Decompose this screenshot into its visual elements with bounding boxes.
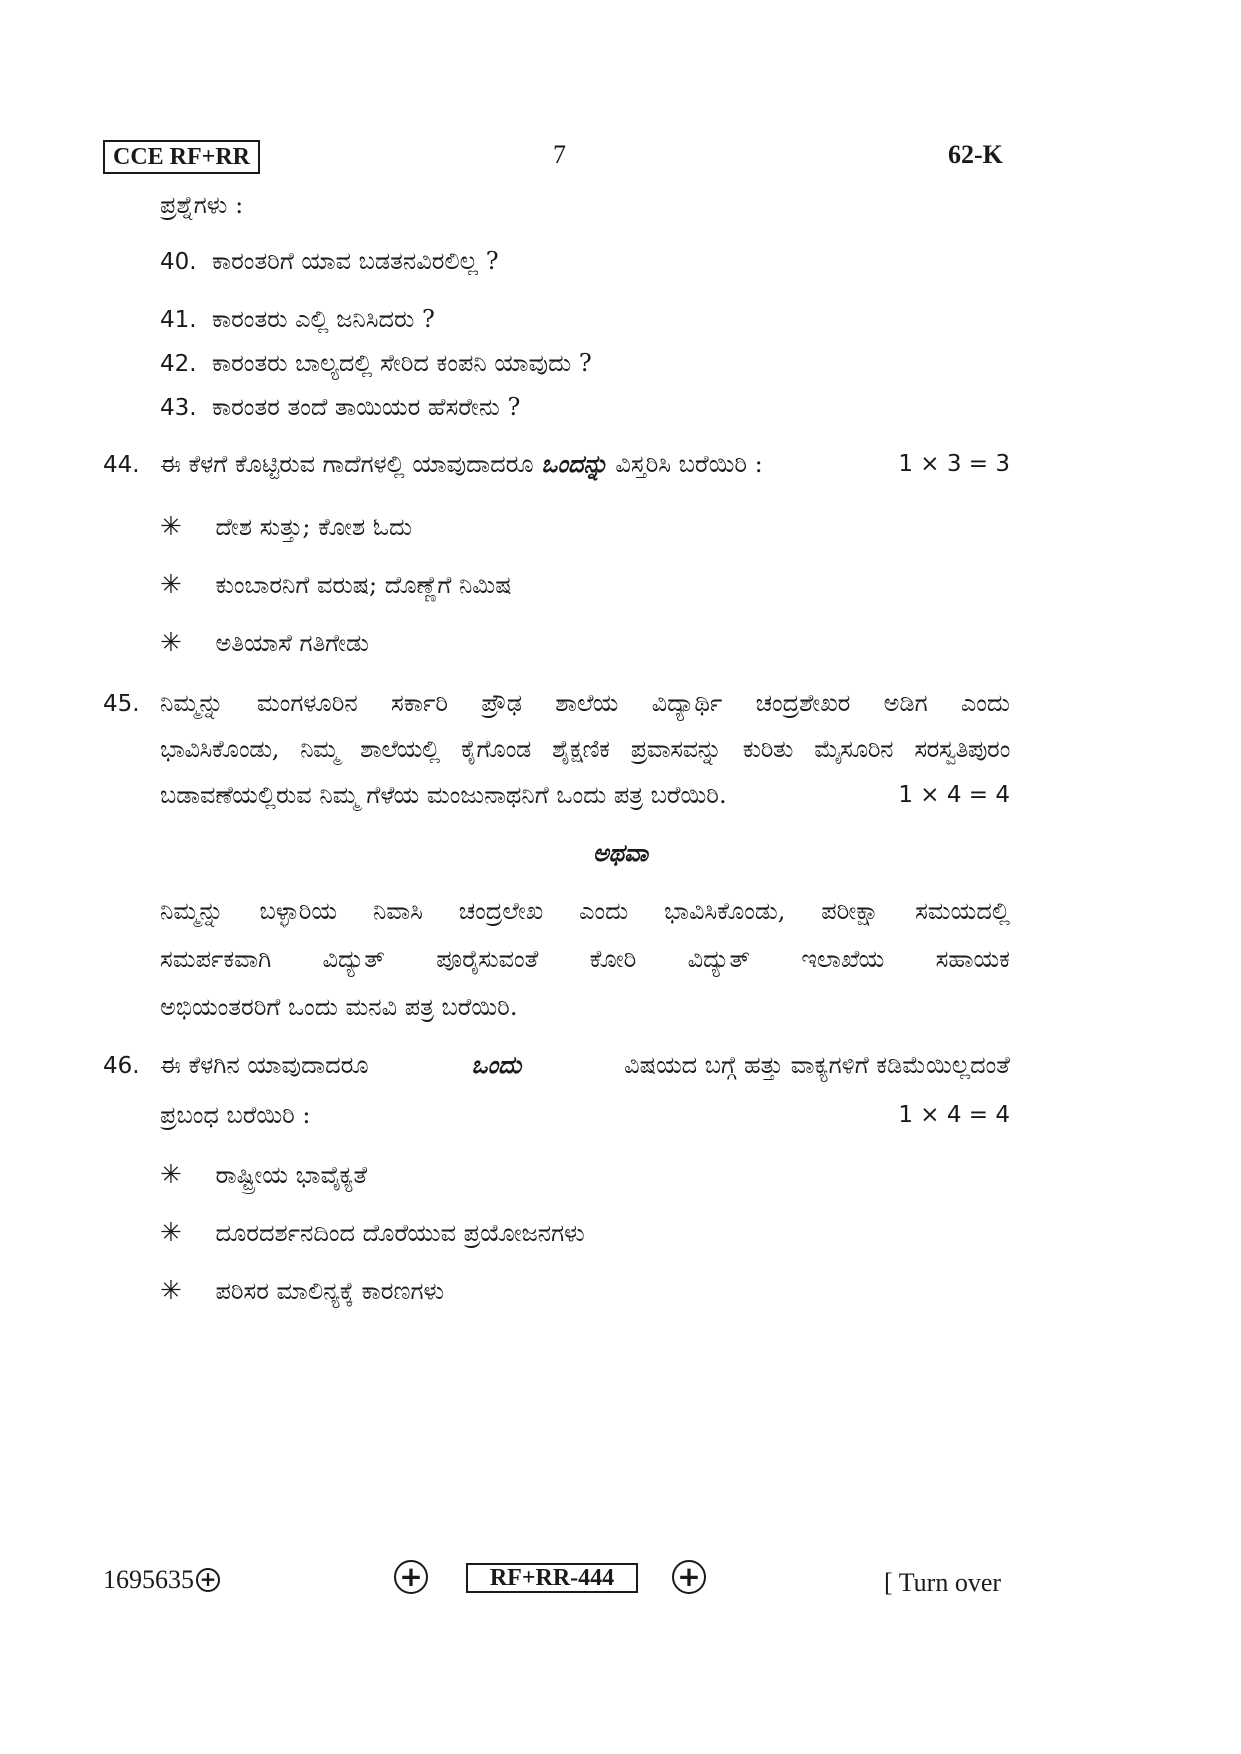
questions-heading: ಪ್ರಶ್ನೆಗಳು : xyxy=(160,191,244,219)
question-46-number: 46. xyxy=(103,1053,140,1079)
list-item: ✳ ರಾಷ್ಟ್ರೀಯ ಭಾವೈಕ್ಯತೆ xyxy=(160,1160,368,1190)
question-45-number: 45. xyxy=(103,691,140,717)
footer-serial: 1695635 + xyxy=(103,1565,220,1595)
question-44-marks: 1 × 3 = 3 xyxy=(898,451,1010,477)
or-heading: ಅಥವಾ xyxy=(592,838,649,867)
registration-mark-icon: + xyxy=(672,1560,706,1594)
registration-mark-icon: + xyxy=(394,1560,428,1594)
list-item: ✳ ದೇಶ ಸುತ್ತು; ಕೋಶ ಓದು xyxy=(160,512,413,542)
sub-question-42: 42. ಕಾರಂತರು ಬಾಲ್ಯದಲ್ಲಿ ಸೇರಿದ ಕಂಪನಿ ಯಾವುದು ? xyxy=(160,349,592,377)
turn-over-note: [ Turn over xyxy=(884,1568,1002,1597)
question-45-alt-line-2: ಸಮರ್ಪಕವಾಗಿ ವಿದ್ಯುತ್ ಪೂರೈಸುವಂತೆ ಕೋರಿ ವಿದ್ಯುತ್ ಇಲಾಖೆಯ ಸಹಾಯಕ xyxy=(160,945,1010,973)
list-item: ✳ ಪರಿಸರ ಮಾಲಿನ್ಯಕ್ಕೆ ಕಾರಣಗಳು xyxy=(160,1276,445,1306)
question-45-line-3: ಬಡಾವಣೆಯಲ್ಲಿರುವ ನಿಮ್ಮ ಗೆಳೆಯ ಮಂಜುನಾಥನಿಗೆ ಒಂದು ಪತ್ರ ಬರೆಯಿರಿ. 1 × 4 = 4 xyxy=(160,781,1010,809)
question-45-marks: 1 × 4 = 4 xyxy=(898,782,1010,808)
sub-question-41: 41. ಕಾರಂತರು ಎಲ್ಲಿ ಜನಿಸಿದರು ? xyxy=(160,305,435,333)
paper-code: 62-K xyxy=(948,140,1003,169)
question-45-line-1: ನಿಮ್ಮನ್ನು ಮಂಗಳೂರಿನ ಸರ್ಕಾರಿ ಪ್ರೌಢ ಶಾಲೆಯ ವಿದ್ಯಾರ್ಥಿ ಚಂದ್ರಶೇಖರ ಅಡಿಗ ಎಂದು xyxy=(160,689,1010,717)
question-44-number: 44. xyxy=(103,452,140,478)
registration-mark-icon: + xyxy=(196,1568,220,1592)
question-45-alt-line-1: ನಿಮ್ಮನ್ನು ಬಳ್ಳಾರಿಯ ನಿವಾಸಿ ಚಂದ್ರಲೇಖ ಎಂದು ಭಾವಿಸಿಕೊಂಡು, ಪರೀಕ್ಷಾ ಸಮಯದಲ್ಲಿ xyxy=(160,897,1010,925)
question-46-line-1: ಈ ಕೆಳಗಿನ ಯಾವುದಾದರೂ ಒಂದು ವಿಷಯದ ಬಗ್ಗೆ ಹತ್ತು ವಾಕ್ಯಗಳಿಗೆ ಕಡಿಮೆಯಿಲ್ಲದಂತೆ xyxy=(160,1050,1010,1079)
question-45-alt-line-3: ಅಭಿಯಂತರರಿಗೆ ಒಂದು ಮನವಿ ಪತ್ರ ಬರೆಯಿರಿ. xyxy=(160,993,518,1021)
header-series-code: CCE RF+RR xyxy=(103,140,260,174)
sub-question-43: 43. ಕಾರಂತರ ತಂದೆ ತಾಯಿಯರ ಹೆಸರೇನು ? xyxy=(160,393,521,421)
question-46-marks: 1 × 4 = 4 xyxy=(898,1102,1010,1128)
list-item: ✳ ದೂರದರ್ಶನದಿಂದ ದೊರೆಯುವ ಪ್ರಯೋಜನಗಳು xyxy=(160,1218,585,1248)
page-number: 7 xyxy=(553,140,566,169)
list-item: ✳ ಅತಿಯಾಸೆ ಗತಿಗೇಡು xyxy=(160,628,369,658)
footer-center-code: RF+RR-444 xyxy=(466,1563,638,1593)
question-44-text: ಈ ಕೆಳಗೆ ಕೊಟ್ಟಿರುವ ಗಾದೆಗಳಲ್ಲಿ ಯಾವುದಾದರೂ ಒಂದನ್ನು ವಿಸ್ತರಿಸಿ ಬರೆಯಿರಿ : 1 × 3 = 3 xyxy=(160,449,1010,478)
question-46-line-2: ಪ್ರಬಂಧ ಬರೆಯಿರಿ : 1 × 4 = 4 xyxy=(160,1101,1010,1129)
sub-question-40: 40. ಕಾರಂತರಿಗೆ ಯಾವ ಬಡತನವಿರಲಿಲ್ಲ ? xyxy=(160,247,499,275)
list-item: ✳ ಕುಂಬಾರನಿಗೆ ವರುಷ; ದೊಣ್ಣೆಗೆ ನಿಮಿಷ xyxy=(160,570,512,600)
question-45-line-2: ಭಾವಿಸಿಕೊಂಡು, ನಿಮ್ಮ ಶಾಲೆಯಲ್ಲಿ ಕೈಗೊಂಡ ಶೈಕ್ಷಣಿಕ ಪ್ರವಾಸವನ್ನು ಕುರಿತು ಮೈಸೂರಿನ ಸರಸ್ವತಿಪುರಂ xyxy=(160,735,1010,763)
